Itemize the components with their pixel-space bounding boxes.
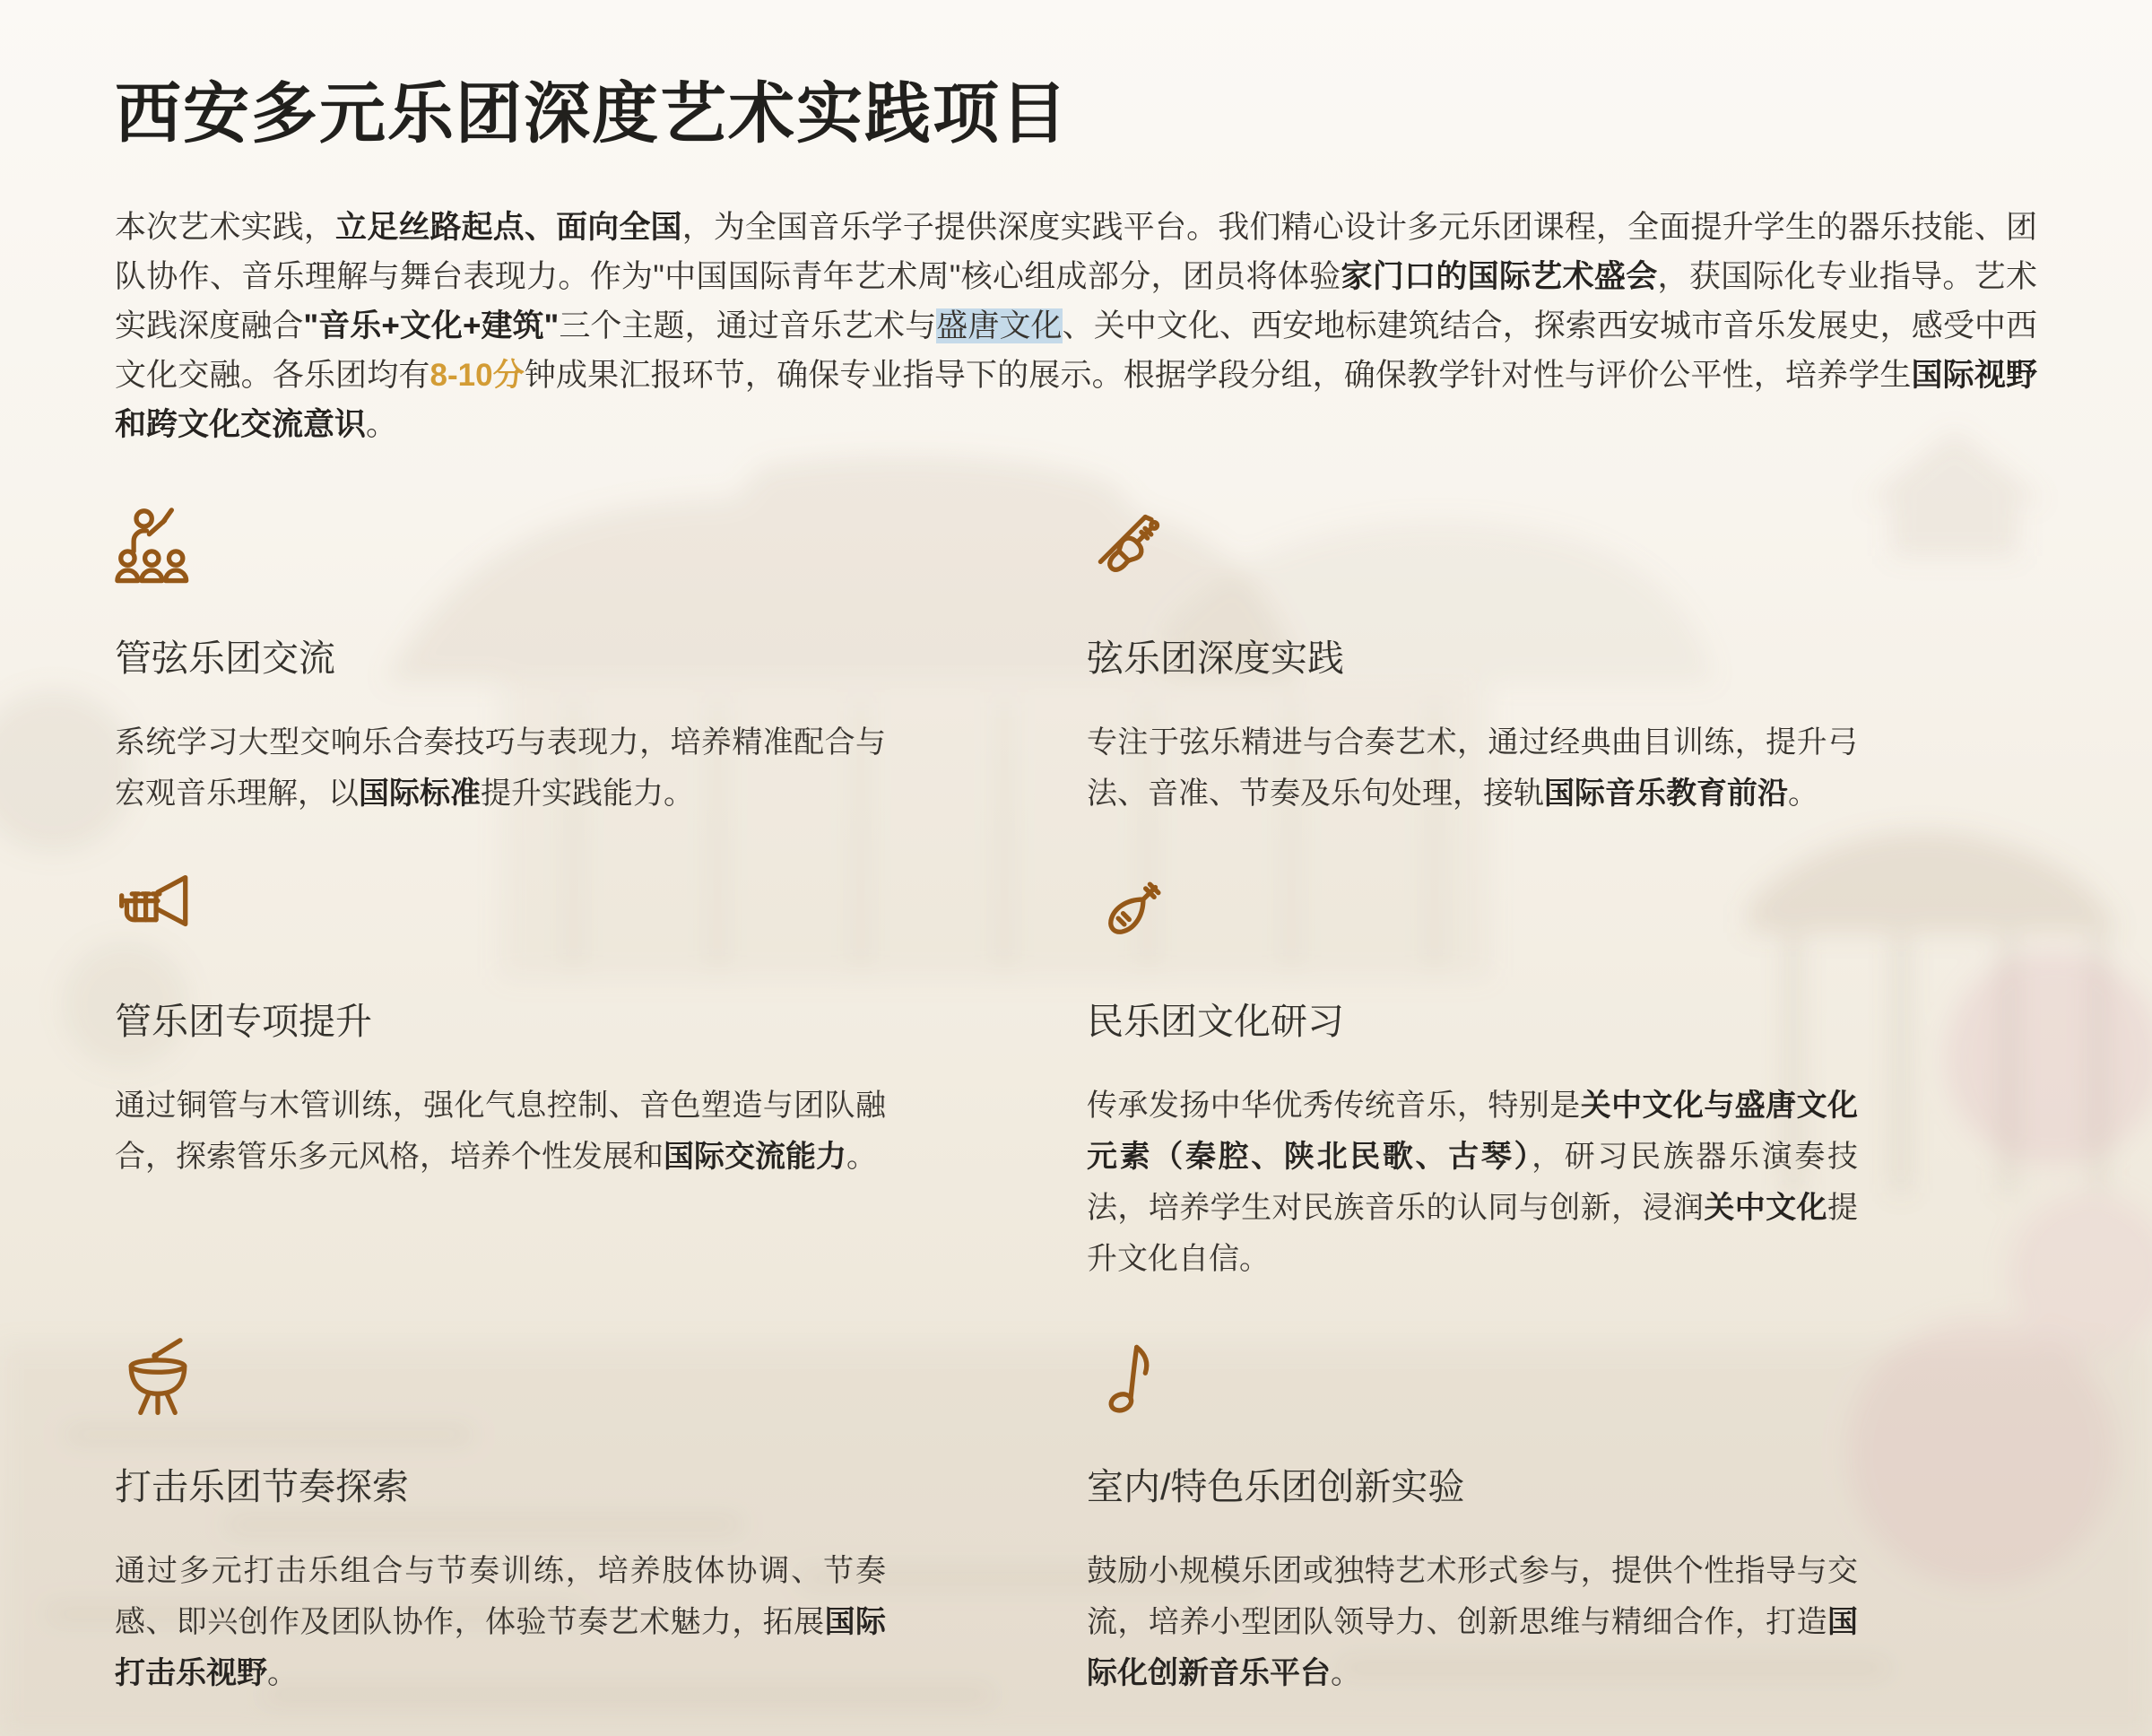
trumpet-icon	[115, 870, 886, 956]
card-title: 室内/特色乐团创新实验	[1087, 1465, 1465, 1507]
card-body: 专注于弦乐精进与合奏艺术，通过经典曲目训练，提升弓法、音准、节奏及乐句处理，接轨国际音乐教育前沿。	[1087, 725, 1858, 811]
card-title: 打击乐团节奏探索	[115, 1465, 409, 1507]
card-orchestra-exchange	[115, 507, 886, 820]
program-grid	[115, 507, 2037, 1699]
card-percussion-orchestra	[115, 1335, 886, 1699]
card-folk-orchestra	[1087, 870, 1858, 1285]
note-icon	[1087, 1335, 1858, 1421]
card-body: 通过多元打击乐组合与节奏训练，培养肢体协调、节奏感、即兴创作及团队协作，体验节奏艺术魅力，拓展国际打击乐视野。	[115, 1554, 887, 1691]
card-chamber-orchestra	[1087, 1335, 1858, 1699]
violin-icon	[1087, 507, 1858, 593]
card-title: 弦乐团深度实践	[1087, 637, 1344, 679]
conductor-icon	[115, 507, 886, 593]
pipa-icon	[1087, 870, 1858, 956]
card-body: 系统学习大型交响乐合奏技巧与表现力，培养精准配合与宏观音乐理解，以国际标准提升实践能力。	[115, 725, 886, 811]
intro-paragraph: 本次艺术实践，立足丝路起点、面向全国，为全国音乐学子提供深度实践平台。我们精心设计多元乐团课程，全面提升学生的器乐技能、团队协作、音乐理解与舞台表现力。作为"中国国际青年艺术周"核心组成部分，团员将体验家门口的国际艺术盛会，获国际化专业指导。艺术实践深度融合"音乐+文化+建筑"三个主题，通过音乐艺术与盛唐文化、关中文化、西安地标建筑结合，探索西安城市音乐发展史，感受中西文化交融。各乐团均有8-10分钟成果汇报环节，确保专业指导下的展示。根据学段分组，确保教学针对性与评价公平性，培养学生国际视野和跨文化交流意识。	[115, 209, 2037, 442]
card-string-orchestra	[1087, 507, 1858, 820]
card-body: 传承发扬中华优秀传统音乐，特别是关中文化与盛唐文化元素（秦腔、陕北民歌、古琴），研习民族器乐演奏技法，培养学生对民族音乐的认同与创新，浸润关中文化提升文化自信。	[1087, 1088, 1859, 1276]
card-title: 管弦乐团交流	[115, 637, 335, 679]
card-wind-orchestra	[115, 870, 886, 1285]
card-title: 管乐团专项提升	[115, 1000, 372, 1042]
card-body: 鼓励小规模乐团或独特艺术形式参与，提供个性指导与交流，培养小型团队领导力、创新思维与精细合作，打造国际化创新音乐平台。	[1087, 1554, 1858, 1691]
card-body: 通过铜管与木管训练，强化气息控制、音色塑造与团队融合，探索管乐多元风格，培养个性发展和国际交流能力。	[115, 1088, 886, 1174]
page-title: 西安多元乐团深度艺术实践项目	[115, 76, 1069, 151]
card-title: 民乐团文化研习	[1087, 1000, 1344, 1042]
drum-icon	[115, 1335, 886, 1421]
